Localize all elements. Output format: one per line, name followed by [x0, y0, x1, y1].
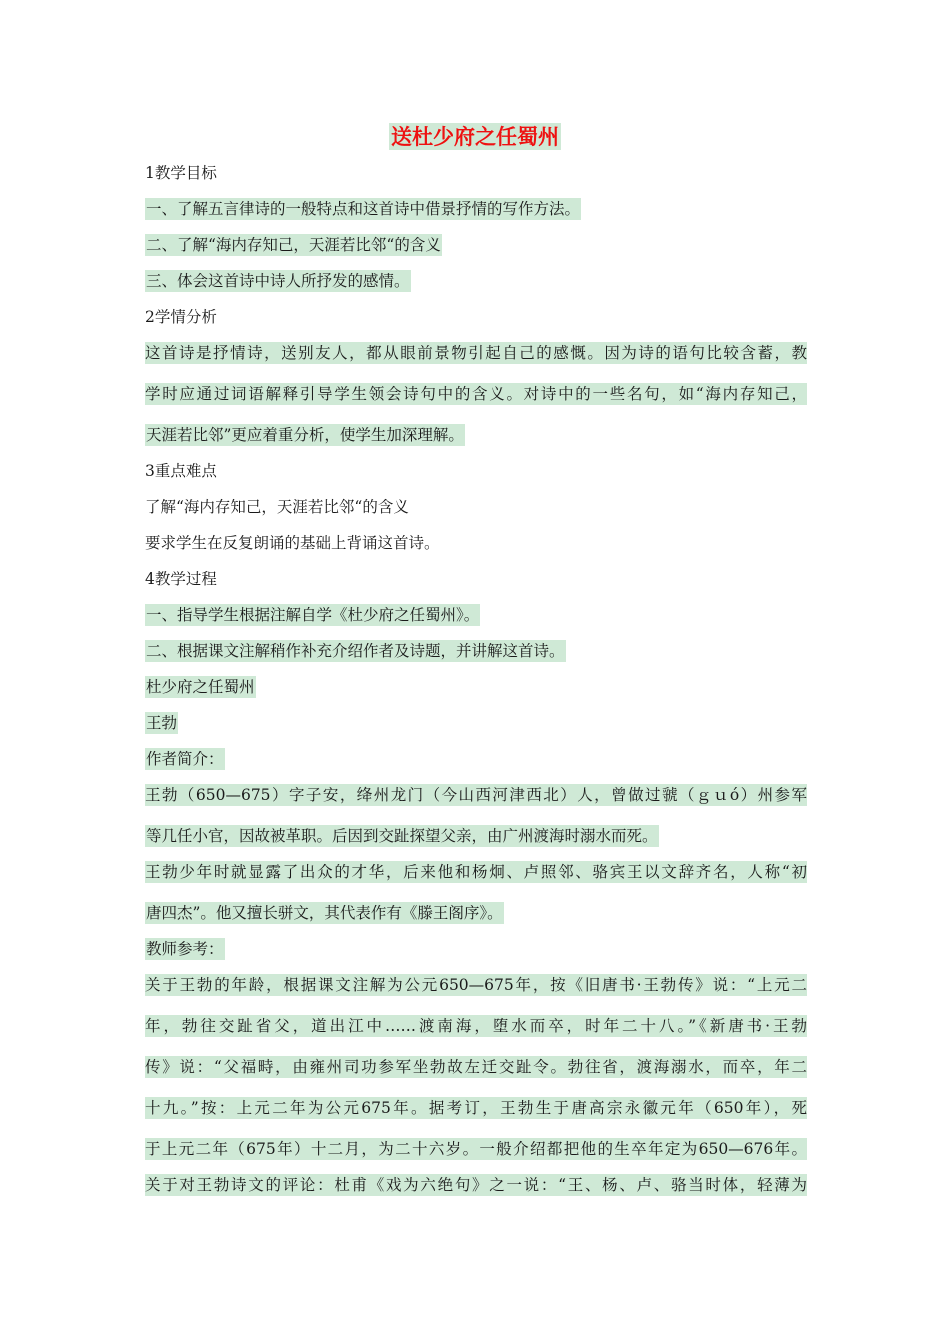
poem-author: 王勃 — [146, 714, 178, 732]
poem-title: 杜少府之任蜀州 — [146, 678, 255, 696]
subheading-teacher-reference: 教师参考： — [146, 940, 224, 958]
section-heading-process: 4教学过程 — [145, 570, 217, 588]
paragraph-line: 年，勃往交趾省父，道出江中……渡南海，堕水而卒，时年二十八。”《新唐书·王勃 — [145, 1017, 807, 1035]
subheading-author-intro: 作者简介： — [146, 750, 224, 768]
paragraph-line: 王勃（650—675）字子安，绛州龙门（今山西河津西北）人，曾做过虢（ｇｕó）州参军 — [145, 786, 807, 804]
paragraph-line: 关于对王勃诗文的评论：杜甫《戏为六绝句》之一说：“王、杨、卢、骆当时体，轻薄为 — [145, 1176, 807, 1194]
paragraph-line: 要求学生在反复朗诵的基础上背诵这首诗。 — [145, 534, 440, 552]
section-heading-analysis: 2学情分析 — [145, 308, 217, 326]
paragraph-line: 传》说：“父福畤，由雍州司功参军坐勃故左迁交趾令。勃往省，渡海溺水，而卒，年二 — [145, 1058, 807, 1076]
paragraph-line: 了解“海内存知己，天涯若比邻“的含义 — [145, 498, 409, 516]
document-title — [0, 122, 950, 152]
paragraph-line: 学时应通过词语解释引导学生领会诗句中的含义。对诗中的一些名句，如“海内存知己， — [145, 385, 807, 403]
paragraph-line: 三、体会这首诗中诗人所抒发的感情。 — [146, 272, 410, 290]
paragraph-line: 王勃少年时就显露了出众的才华，后来他和杨炯、卢照邻、骆宾王以文辞齐名，人称“初 — [145, 863, 807, 881]
paragraph-line: 一、了解五言律诗的一般特点和这首诗中借景抒情的写作方法。 — [146, 200, 581, 218]
paragraph-line: 唐四杰”。他又擅长骈文，其代表作有《滕王阁序》。 — [146, 904, 503, 922]
section-heading-key-points: 3重点难点 — [145, 462, 217, 480]
section-heading-objectives: 1教学目标 — [145, 164, 217, 182]
paragraph-line: 这首诗是抒情诗，送别友人，都从眼前景物引起自己的感慨。因为诗的语句比较含蓄，教 — [145, 344, 807, 362]
paragraph-line: 二、根据课文注解稍作补充介绍作者及诗题，并讲解这首诗。 — [146, 642, 565, 660]
paragraph-line: 一、指导学生根据注解自学《杜少府之任蜀州》。 — [146, 606, 480, 624]
paragraph-line: 关于王勃的年龄，根据课文注解为公元650—675年，按《旧唐书·王勃传》说：“上元二 — [145, 976, 807, 994]
paragraph-line: 等几任小官，因故被革职。后因到交趾探望父亲，由广州渡海时溺水而死。 — [146, 827, 658, 845]
document-title-text: 送杜少府之任蜀州 — [391, 124, 559, 149]
paragraph-line: 天涯若比邻”更应着重分析，使学生加深理解。 — [146, 426, 464, 444]
paragraph-line: 十九。”按：上元二年为公元675年。据考订，王勃生于唐高宗永徽元年（650年），死 — [145, 1099, 807, 1117]
paragraph-line: 于上元二年（675年）十二月，为二十六岁。一般介绍都把他的生卒年定为650—676年。 — [145, 1140, 807, 1158]
paragraph-line: 二、了解“海内存知己，天涯若比邻“的含义 — [146, 236, 441, 254]
